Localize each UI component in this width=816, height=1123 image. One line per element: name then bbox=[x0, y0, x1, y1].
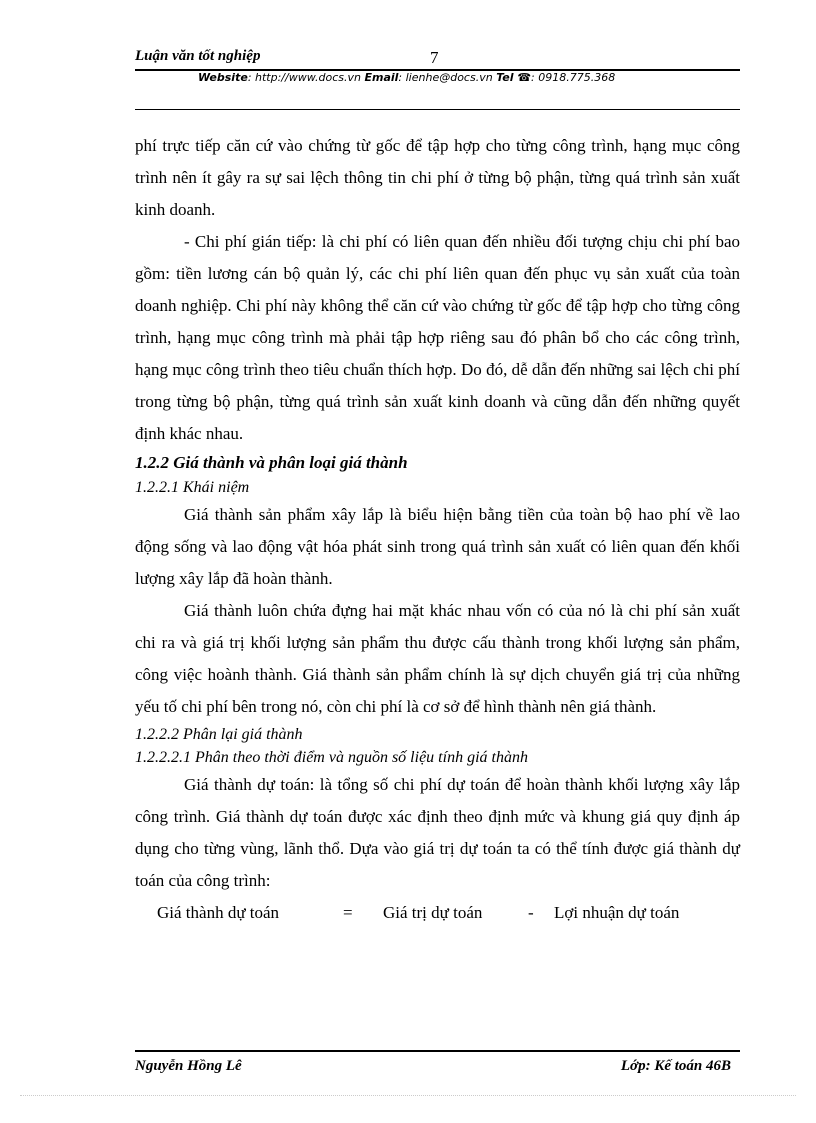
footer-author: Nguyễn Hồng Lê bbox=[135, 1058, 242, 1074]
paragraph-direct-cost: phí trực tiếp căn cứ vào chứng từ gốc để tập hợp cho từng công trình, hạng mục công trình nên ít gây ra sự sai lệch thông tin chi phí ở từng bộ phận, từng quá trình sản xuất kinh doanh. bbox=[135, 136, 740, 219]
email-value: : lienhe@docs.vn bbox=[398, 71, 493, 84]
header-contact bbox=[198, 71, 615, 84]
formula-term-1: Giá trị dự toán bbox=[383, 903, 483, 922]
heading-1-2-2-2-1: 1.2.2.2.1 Phân theo thời điểm và nguồn số liệu tính giá thành bbox=[135, 749, 528, 766]
formula-lhs: Giá thành dự toán bbox=[157, 903, 280, 922]
formula-minus: - bbox=[528, 903, 534, 922]
paragraph-concept-1: Giá thành sản phẩm xây lắp là biểu hiện bằng tiền của toàn bộ hao phí về lao động sống và lao động vật hóa phát sinh trong quá trình sản xuất có liên quan đến khối lượng xây lắp đã hoàn thành. bbox=[135, 505, 740, 588]
paragraph-concept-2: Giá thành luôn chứa đựng hai mặt khác nhau vốn có của nó là chi phí sản xuất chi ra và giá trị khối lượng sản phẩm thu được cấu thành trong khối lượng sản phẩm, công việc hoành thành. Giá thành sản phẩm chính là sự dịch chuyển giá trị của những yếu tố chi phí bên trong nó, còn chi phí là cơ sở để hình thành nên giá thành. bbox=[135, 601, 740, 716]
page-number: 7 bbox=[430, 48, 439, 67]
formula-term-2: Lợi nhuận dự toán bbox=[554, 903, 680, 922]
formula-equals: = bbox=[343, 903, 353, 922]
header-bottom-divider bbox=[135, 109, 740, 110]
heading-1-2-2-1: 1.2.2.1 Khái niệm bbox=[135, 479, 250, 496]
page-edge-dots bbox=[20, 1095, 796, 1096]
footer-divider bbox=[135, 1050, 740, 1052]
header-title: Luận văn tốt nghiệp bbox=[135, 48, 261, 64]
heading-1-2-2-2: 1.2.2.2 Phân lại giá thành bbox=[135, 726, 303, 743]
tel-value: : 0918.775.368 bbox=[531, 71, 616, 84]
formula-estimate-cost bbox=[135, 897, 740, 929]
website-label: Website bbox=[198, 71, 248, 84]
email-label: Email bbox=[364, 71, 399, 84]
heading-1-2-2: 1.2.2 Giá thành và phân loại giá thành bbox=[135, 453, 408, 472]
paragraph-indirect-cost: - Chi phí gián tiếp: là chi phí có liên quan đến nhiều đối tượng chịu chi phí bao gồm: tiền lương cán bộ quản lý, các chi phí liên quan đến phục vụ sản xuất của toàn doanh nghiệp. Chi phí này không thể căn cứ vào chứng từ gốc để tập hợp cho từng công trình, hạng mục công trình mà phải tập hợp riêng sau đó phân bổ cho các công trình, hạng mục công trình theo tiêu chuẩn thích hợp. Do đó, dễ dẫn đến những sai lệch chi phí trong từng bộ phận, từng quá trình sản xuất kinh doanh và cũng dẫn đến những quyết định khác nhau. bbox=[135, 232, 740, 443]
footer-class: Lớp: Kế toán 46B bbox=[620, 1058, 731, 1074]
document-body bbox=[135, 130, 740, 929]
website-value: : http://www.docs.vn bbox=[247, 71, 361, 84]
tel-label: Tel ☎ bbox=[496, 71, 532, 84]
paragraph-estimate-cost: Giá thành dự toán: là tổng số chi phí dự toán để hoàn thành khối lượng xây lắp công trình. Giá thành dự toán được xác định theo định mức và khung giá quy định áp dụng cho từng vùng, lãnh thổ. Dựa vào giá trị dự toán ta có thể tính được giá thành dự toán của công trình: bbox=[135, 775, 740, 890]
